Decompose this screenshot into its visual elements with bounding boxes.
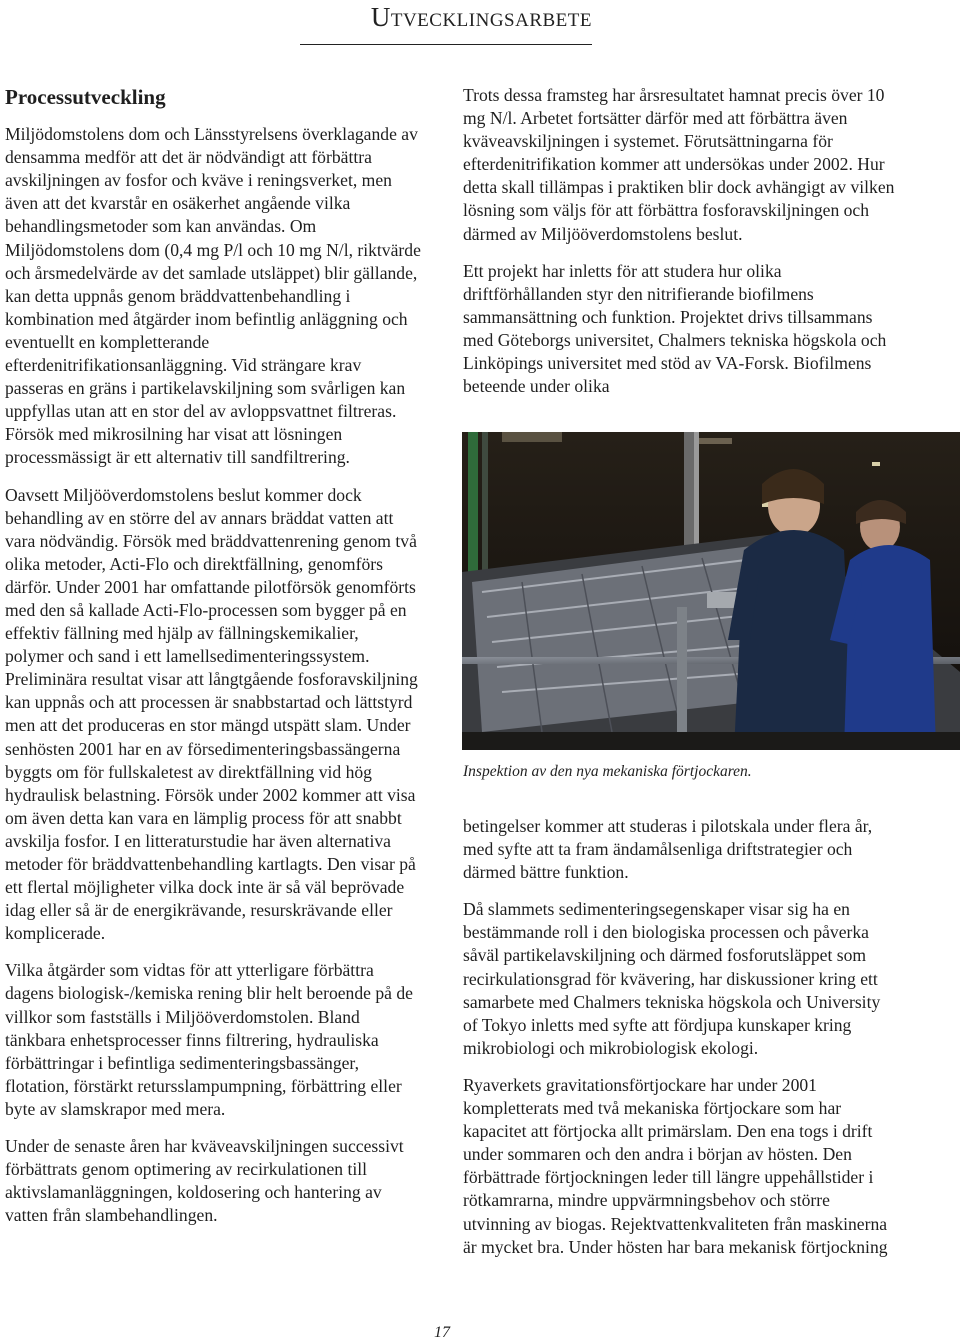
inspection-photo <box>462 432 960 750</box>
paragraph: Trots dessa framsteg har årsresultatet hamnat precis över 10 mg N/l. Arbetet fortsätter därför med att förbättra även kväveavskiljningen i systemet. Förutsättningarna för efterdenitrifikation kommer att undersökas under 2002. Hur detta skall tillämpas i praktiken blir dock avhängigt av vilken lösning som väljs för att förbättra fosforavskiljningen och därmed av Miljööverdomstolens beslut. <box>463 85 895 244</box>
left-column <box>5 86 421 1241</box>
paragraph: Miljödomstolens dom och Länsstyrelsens överklagande av densamma medför att det är nödvändigt att förbättra avskiljningen av fosfor och kväve i reningsverket, men även att det kvarstår en osäkerhet angående vilka behandlingsmetoder som kan användas. Om Miljödomstolens dom (0,4 mg P/l och 10 mg N/l, riktvärde och årsmedelvärde av det samlade utsläppet) blir gällande, kan detta uppnås genom bräddvattenbehandling i kombination med åtgärder inom befintlig anläggning och eventuellt en kompletterande efterdenitrifikationsanläggning. Vid strängare krav passeras en gräns i partikelavskiljning som svårligen kan uppfyllas utan att en stor del av avloppsvattnet filtreras. Försök med mikrosilning har visat att lösningen processmässigt är ett alternativ till sandfiltrering. <box>5 124 421 468</box>
section-heading: Processutveckling <box>5 85 166 109</box>
paragraph: Ett projekt har inletts för att studera hur olika driftförhållanden styr den nitrifierande biofilmens sammansättning och funktion. Projektet drivs tillsammans med Göteborgs universitet, Chalmers tekniska högskola och Linköpings universitet med stöd av VA-Forsk. Biofilmens beteende under olika <box>463 260 887 397</box>
right-column-top <box>463 84 895 412</box>
paragraph: Ryaverkets gravitationsförtjockare har under 2001 kompletterats med två mekaniska förtjockare som har kapacitet att förtjocka allt primärslam. Den ena togs i drift under sommaren och den andra i början av hösten. Den förbättrade förtjockningen leder till längre uppehållstider i rötkamrarna, mindre uppvärmningsbehov och större utvinning av biogas. Rejektvattenkvaliteten från maskinerna är mycket bra. Under hösten har bara mekanisk förtjockning <box>463 1074 888 1257</box>
page-number: 17 <box>434 1324 450 1341</box>
paragraph: Då slammets sedimenteringsegenskaper visar sig ha en bestämmande roll i den biologiska processen och påverka såväl partikelavskiljning och därmed fosforutsläppet som recirkulationsgrad för kvävering, har diskussioner kring ett samarbete med Chalmers tekniska högskola och University of Tokyo inletts med syfte att fördjupa kunskaper kring mikrobiologi och mikrobiologisk ekologi. <box>463 899 881 1058</box>
paragraph: betingelser kommer att studeras i pilotskala under flera år, med syfte att ta fram ändamålsenliga driftstrategier och därmed bättre funktion. <box>463 816 873 883</box>
page-title: Utvecklingsarbete <box>370 2 592 32</box>
paragraph: Under de senaste åren har kväveavskiljningen successivt förbättrats genom optimering av recirkulationen till aktivslamanläggningen, koldosering och hantering av vatten från slambehandlingen. <box>5 1136 404 1226</box>
header-divider <box>300 44 592 45</box>
right-column-bottom <box>463 815 895 1273</box>
photo-caption: Inspektion av den nya mekaniska förtjockaren. <box>463 763 752 780</box>
paragraph: Vilka åtgärder som vidtas för att ytterligare förbättra dagens biologisk-/kemiska rening blir helt beroende på de villkor som fastställs i Miljööverdomstolen. Bland tänkbara enhetsprocesser finns filtrering, hydrauliska förbättringar i befintliga sedimenteringsbassänger, flotation, förstärkt retursslampumpning, förbättring eller byte av slamskrapor med mera. <box>5 960 413 1119</box>
paragraph: Oavsett Miljööverdomstolens beslut kommer dock behandling av en större del av annars bräddat vatten att vara nödvändig. Försök med bräddvattenrening genom två olika metoder, Acti-Flo och direktfällning, genomförs därför. Under 2001 har omfattande pilotförsök genomförts med den så kallade Acti-Flo-processen som bygger på en effektiv fällning med hjälp av fällningskemikalier, polymer och sand i ett lamellsedimenteringssystem. Preliminära resultat visar att långtgående fosforavskiljning kan uppnås och att processen är snabbstartad och lättstyrd men att det produceras en stor mängd utspätt slam. Under senhösten 2001 har en av försedimenteringsbassängerna byggts om för fullskaletest av direktfällning vid hög hydraulisk belastning. Försök under 2002 kommer att visa om även detta kan vara en lämplig process för att snabbt avskilja fosfor. I en litteraturstudie har även alternativa metoder för bräddvattenbehandling kartlagts. Den visar på ett flertal möjligheter vilka dock inte är så väl beprövade idag eller så är de energikrävande, resurskrävande eller komplicerade. <box>5 484 418 944</box>
